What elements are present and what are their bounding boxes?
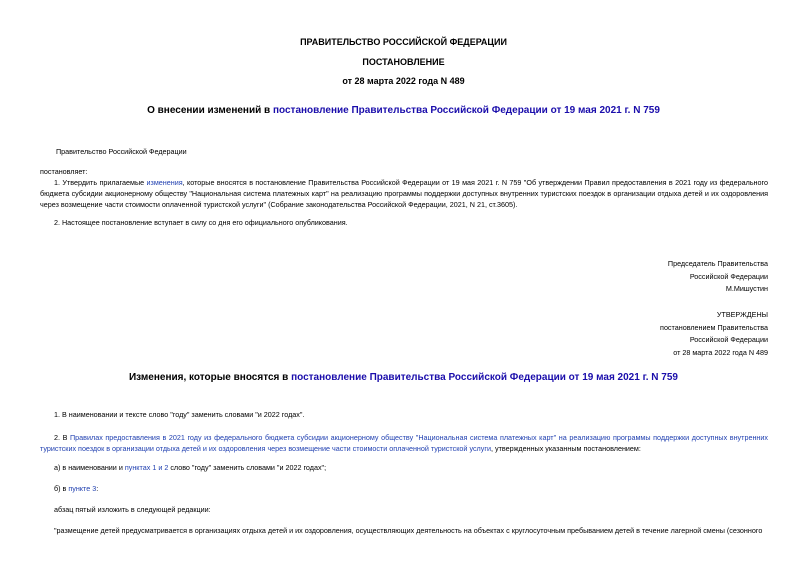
change-item-a bbox=[54, 462, 326, 473]
header-date: от 28 марта 2022 года N 489 bbox=[342, 76, 465, 86]
title-link[interactable]: постановление Правительства Российской Федерации от 19 мая 2021 г. N 759 bbox=[272, 105, 660, 116]
changes-title bbox=[0, 372, 807, 383]
signature-line-3: М.Мишустин bbox=[725, 284, 768, 293]
approved-line-2: постановлением Правительства bbox=[660, 322, 768, 332]
ca-link-points[interactable]: пунктах 1 и 2 bbox=[124, 463, 169, 472]
p1-link-changes[interactable]: изменения bbox=[146, 178, 183, 187]
changes-title-link[interactable]: постановление Правительства Российской Федерации от 19 мая 2021 г. N 759 bbox=[291, 372, 678, 383]
government-rf: Правительство Российской Федерации bbox=[56, 147, 187, 156]
approved-line-4: от 28 марта 2022 года N 489 bbox=[673, 347, 768, 357]
signature-block bbox=[668, 258, 768, 296]
abzac-text: абзац пятый изложить в следующей редакции: bbox=[54, 505, 211, 514]
change-item-1: 1. В наименовании и тексте слово "году" заменить словами "и 2022 годах". bbox=[54, 410, 305, 419]
cb-text-b: : bbox=[96, 484, 99, 493]
ca-text-a: а) в наименовании и bbox=[54, 463, 125, 472]
c2-text-a: 2. В bbox=[54, 433, 71, 442]
cb-link-point3[interactable]: пункте 3 bbox=[68, 484, 97, 493]
p1-text-a: 1. Утвердить прилагаемые bbox=[54, 178, 147, 187]
approved-line-1: УТВЕРЖДЕНЫ bbox=[716, 310, 768, 319]
signature-line-2: Российской Федерации bbox=[689, 271, 768, 281]
resolves-text: постановляет: bbox=[40, 167, 88, 176]
changes-title-prefix: Изменения, которые вносятся в bbox=[128, 372, 292, 383]
c2-text-b: , утвержденных указанным постановлением: bbox=[490, 444, 641, 453]
change-item-b bbox=[54, 483, 98, 494]
p1-text-c: (Собрание законодательства Российской Федерации, 2021, N 21, ст.3605). bbox=[266, 200, 518, 209]
header-government: ПРАВИТЕЛЬСТВО РОССИЙСКОЙ ФЕДЕРАЦИИ bbox=[300, 37, 507, 47]
signature-line-1: Председатель Правительства bbox=[667, 259, 768, 268]
change-item-2 bbox=[40, 432, 768, 454]
approved-line-3: Российской Федерации bbox=[689, 335, 768, 344]
header-decree: ПОСТАНОВЛЕНИЕ bbox=[362, 57, 445, 67]
paragraph-1 bbox=[40, 177, 768, 210]
cb-text-a: б) в bbox=[54, 484, 69, 493]
approved-block bbox=[660, 309, 768, 359]
title-prefix: О внесении изменений в bbox=[147, 105, 273, 116]
p1-text-b: , которые вносятся в постановление Правительства Российской Федерации от 19 мая 2021 г. N 759 "Об утверждении Правил предоставления в 2021 году из федерального бюджета субсидии акционерному обществу "Национальная система платежных карт" на реализацию программы поддержки доступных внутренних туристских поездок в организации отдыха детей и их оздоровления через возмещение части стоимости оплаченной туристской услуги" bbox=[40, 178, 768, 209]
ca-text-b: слово "году" заменить словами "и 2022 годах"; bbox=[168, 463, 327, 472]
c2-link-rules[interactable]: Правилах предоставления в 2021 году из федерального бюджета субсидии акционерному обществу "Национальная система платежных карт" на реализацию программы поддержки доступных внутренних туристских поездок в организации отдыха детей и их оздоровления через возмещение части стоимости оплаченной туристской услуги bbox=[40, 433, 768, 453]
paragraph-2: 2. Настоящее постановление вступает в силу со дня его официального опубликования. bbox=[54, 218, 348, 227]
quote-text: "размещение детей предусматривается в организациях отдыха детей и их оздоровления, осуществляющих деятельность на объектах с круглосуточным пребыванием детей в течение лагерной смены (сезонного bbox=[54, 526, 763, 535]
document-title bbox=[0, 105, 807, 116]
